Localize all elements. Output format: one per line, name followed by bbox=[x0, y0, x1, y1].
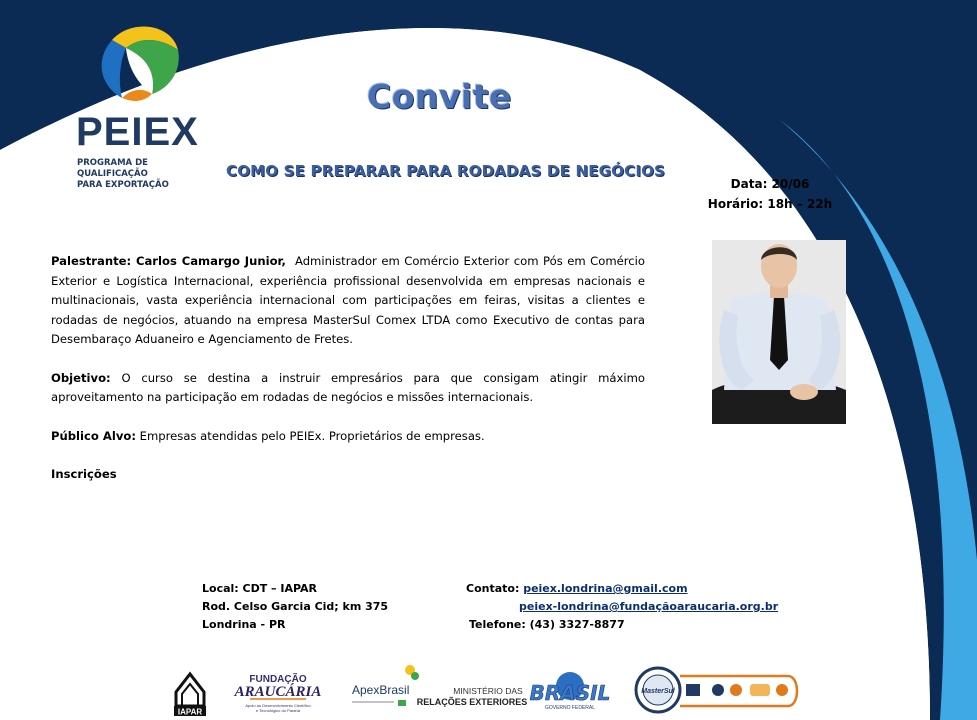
location-line1: Local: CDT – IAPAR bbox=[202, 582, 318, 595]
iapar-text: IAPAR bbox=[177, 707, 203, 717]
brand-subtitle bbox=[77, 158, 217, 191]
speaker-photo bbox=[712, 240, 846, 424]
email-link-1[interactable]: peiex.londrina@gmail.com bbox=[523, 582, 688, 595]
page-title: Convite bbox=[367, 77, 512, 116]
contact-label: Contato: bbox=[466, 582, 520, 595]
brasil-text: BRASIL bbox=[529, 681, 611, 705]
event-datetime bbox=[690, 174, 850, 214]
audience-text: Empresas atendidas pelo PEIEx. Proprietários de empresas. bbox=[139, 428, 485, 443]
iapar-logo-icon bbox=[174, 674, 206, 717]
phone-label: Telefone: bbox=[469, 618, 526, 631]
contact-row-2 bbox=[466, 598, 778, 616]
apexbrasil-logo-icon bbox=[352, 665, 419, 706]
email-link-2[interactable]: peiex-londrina@fundaçãoaraucaria.org.br bbox=[519, 600, 779, 613]
event-location bbox=[202, 580, 388, 634]
objective-label: Objetivo: bbox=[51, 370, 111, 385]
fundacao-line2: ARAUCÁRIA bbox=[234, 684, 322, 700]
contact-info bbox=[466, 580, 778, 634]
objective-text: O curso se destina a instruir empresários para que consigam atingir máximo aproveitamento na participação em rodadas de negócios e missões internacionais. bbox=[51, 370, 645, 404]
brand-subtitle-line1: PROGRAMA DE QUALIFICAÇÃO bbox=[77, 158, 148, 179]
sponsor-logos bbox=[170, 662, 810, 718]
brasil-logo-icon bbox=[530, 672, 611, 711]
event-date: Data: 20/06 bbox=[730, 177, 810, 191]
fundacao-araucaria-logo-icon bbox=[234, 672, 322, 713]
brasil-tagline: GOVERNO FEDERAL bbox=[544, 705, 596, 711]
ministry-line1: MINISTÉRIO DAS bbox=[453, 686, 523, 696]
peiex-logo-icon bbox=[92, 22, 184, 104]
brand-subtitle-line2: PARA EXPORTAÇÃO bbox=[77, 180, 169, 190]
event-time: Horário: 18h – 22h bbox=[707, 197, 833, 211]
fundacao-tagline2: e Tecnológico do Paraná bbox=[256, 708, 300, 713]
mastersul-text: MasterSul bbox=[641, 688, 675, 695]
ministry-logo-icon bbox=[417, 686, 528, 707]
event-subtitle: COMO SE PREPARAR PARA RODADAS DE NEGÓCIOS bbox=[226, 162, 666, 180]
registration-label: Inscrições bbox=[51, 467, 117, 481]
speaker-label: Palestrante: Carlos Camargo Junior, bbox=[51, 254, 286, 268]
objective-paragraph bbox=[51, 369, 645, 408]
speaker-text: Administrador em Comércio Exterior com Pós em Comércio Exterior e Logística Internacional, experiência profissional desenvolvida em empresas nacionais e multinacionais, vasta experiência internacional com participações em feiras, visitas a clientes e rodadas de negócios, atuando na empresa MasterSul Comex LTDA como Executivo de contas para Desembaraço Aduaneiro e Agenciamento de Fretes. bbox=[51, 254, 645, 346]
audience-label: Público Alvo: bbox=[51, 428, 136, 443]
location-line2: Rod. Celso Garcia Cid; km 375 bbox=[202, 600, 389, 613]
apex-text: ApexBrasil bbox=[352, 683, 410, 697]
speaker-paragraph bbox=[51, 252, 645, 350]
registration-paragraph bbox=[51, 465, 645, 485]
mastersul-logo-icon bbox=[636, 668, 797, 712]
contact-row bbox=[466, 580, 778, 598]
ministry-line2: RELAÇÕES EXTERIORES bbox=[416, 697, 528, 707]
brand-name: PEIEX bbox=[76, 110, 199, 154]
audience-paragraph bbox=[51, 427, 645, 447]
phone-row bbox=[466, 616, 778, 634]
phone-number: (43) 3327-8877 bbox=[529, 618, 625, 631]
speaker-portrait-icon bbox=[712, 240, 846, 424]
fundacao-line1: FUNDAÇÃO bbox=[249, 674, 307, 685]
fundacao-tagline1: Apoio ao Desenvolvimento Científico bbox=[245, 703, 311, 708]
location-line3: Londrina - PR bbox=[202, 618, 286, 631]
event-description bbox=[51, 252, 645, 504]
